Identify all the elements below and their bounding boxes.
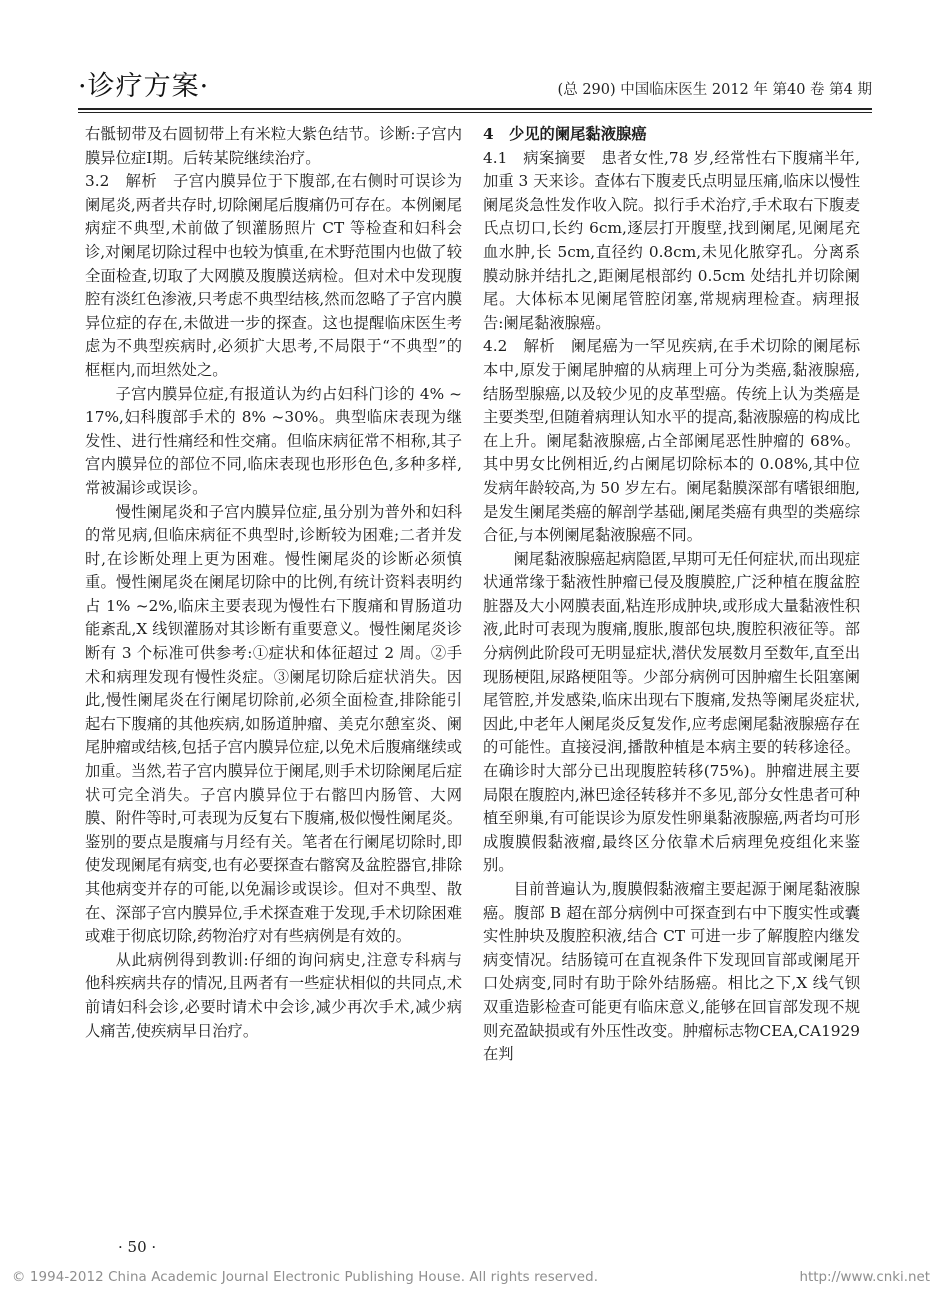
header-rule-thin <box>78 112 872 113</box>
body-paragraph: 目前普遍认为,腹膜假黏液瘤主要起源于阑尾黏液腺癌。腹部 B 超在部分病例中可探查到右中下腹实性或囊实性肿块及腹腔积液,结合 CT 可进一步了解腹腔内继发病变情况。结肠镜可在直视条件下发现回盲部或阑尾开口处病变,同时有助于除外结肠癌。相比之下,X 线气钡双重造影检查可能更有临床意义,能够在回盲部发现不规则充盈缺损或有外压性改变。肿瘤标志物CEA,CA1929 在判 <box>483 880 860 1064</box>
body-paragraph: 3.2 解析 子宫内膜异位于下腹部,在右侧时可误诊为阑尾炎,两者共存时,切除阑尾后腹痛仍可存在。本例阑尾病症不典型,术前做了钡灌肠照片 CT 等检查和妇科会诊,对阑尾切除过程中也较为慎重,在术野范围内也做了较全面检查,切取了大网膜及腹膜送病检。但对术中发现腹腔有淡红色渗液,只考虑不典型结核,然而忽略了子宫内膜异位症的存在,未做进一步的探查。这也提醒临床医生考虑为不典型疾病时,必须扩大思考,不局限于“不典型”的框框内,而坦然处之。 <box>85 172 462 379</box>
body-paragraph: 子宫内膜异位症,有报道认为约占妇科门诊的 4% ~17%,妇科腹部手术的 8% ~30%。典型临床表现为继发性、进行性痛经和性交痛。但临床病征常不相称,其子宫内膜异位的部位不同,临床表现也形形色色,多种多样,常被漏诊或误诊。 <box>85 384 462 497</box>
section-heading: 4 少见的阑尾黏液腺癌 <box>483 125 647 143</box>
body-paragraph: 阑尾黏液腺癌起病隐匿,早期可无任何症状,而出现症状通常缘于黏液性肿瘤已侵及腹膜腔,广泛种植在腹盆腔脏器及大小网膜表面,粘连形成肿块,或形成大量黏液性积液,此时可表现为腹痛,腹胀,腹部包块,腹腔积液征等。部分病例此阶段可无明显症状,潜伏发展数月至数年,直至出现肠梗阻,尿路梗阻等。少部分病例可因肿瘤生长阻塞阑尾管腔,并发感染,临床出现右下腹痛,发热等阑尾炎症状,因此,中老年人阑尾炎反复发作,应考虑阑尾黏液腺癌存在的可能性。直接浸润,播散种植是本病主要的转移途径。在确诊时大部分已出现腹腔转移(75%)。肿瘤进展主要局限在腹腔内,淋巴途径转移并不多见,部分女性患者可种植至卵巢,有可能误诊为原发性卵巢黏液腺癌,两者均可形成腹膜假黏液瘤,最终区分依靠术后病理免疫组化来鉴别。 <box>483 549 860 875</box>
running-header <box>78 58 872 112</box>
body-paragraph: 4.1 病案摘要 患者女性,78 岁,经常性右下腹痛半年,加重 3 天来诊。查体右下腹麦氏点明显压痛,临床以慢性阑尾炎急性发作收入院。拟行手术治疗,手术取右下腹麦氏点切口,长约 6cm,逐层打开腹壁,找到阑尾,见阑尾充血水肿,长 5cm,直径约 0.8cm,未见化脓穿孔。分离系膜动脉并结扎之,距阑尾根部约 0.5cm 处结扎并切除阑尾。大体标本见阑尾管腔闭塞,常规病理检查。病理报告:阑尾黏液腺癌。 <box>483 148 860 332</box>
section-title: ·诊疗方案· <box>78 71 210 102</box>
header-rule <box>78 108 872 110</box>
body-paragraph: 慢性阑尾炎和子宫内膜异位症,虽分别为普外和妇科的常见病,但临床病征不典型时,诊断较为困难;二者并发时,在诊断处理上更为困难。慢性阑尾炎的诊断必须慎重。慢性阑尾炎在阑尾切除中的比例,有统计资料表明约占 1% ~2%,临床主要表现为慢性右下腹痛和胃肠道功能紊乱,X 线钡灌肠对其诊断有重要意义。慢性阑尾炎诊断有 3 个标准可供参考:①症状和体征超过 2 周。②手术和病理发现有慢性炎症。③阑尾切除后症状消失。因此,慢性阑尾炎在行阑尾切除前,必须全面检查,排除能引起右下腹痛的其他疾病,如肠道肿瘤、美克尔憩室炎、阑尾肿瘤或结核,包括子宫内膜异位症,以免术后腹痛继续或加重。当然,若子宫内膜异位于阑尾,则手术切除阑尾后症状可完全消失。子宫内膜异位于右髂凹内肠管、大网膜、附件等时,可表现为反复右下腹痛,极似慢性阑尾炎。鉴别的要点是腹痛与月经有关。笔者在行阑尾切除时,即使发现阑尾有病变,也有必要探查右髂窝及盆腔器官,排除其他病变并存的可能,以免漏诊或误诊。但对不典型、散在、深部子宫内膜异位,手术探查难于发现,手术切除困难或难于彻底切除,药物治疗对有些病例是有效的。 <box>85 502 462 946</box>
copyright-notice: © 1994-2012 China Academic Journal Electronic Publishing House. All rights reserved. <box>12 1270 599 1285</box>
body-paragraph: 4.2 解析 阑尾癌为一罕见疾病,在手术切除的阑尾标本中,原发于阑尾肿瘤的从病理上可分为类癌,黏液腺癌,结肠型腺癌,以及较少见的皮革型癌。传统上认为类癌是主要类型,但随着病理认知水平的提高,黏液腺癌的构成比在上升。阑尾黏液腺癌,占全部阑尾恶性肿瘤的 68%。其中男女比例相近,约占阑尾切除标本的 0.08%,其中位发病年龄较高,为 50 岁左右。阑尾黏膜深部有嗜银细胞,是发生阑尾类癌的解剖学基础,阑尾类癌有典型的类癌综合征,与本例阑尾黏液腺癌不同。 <box>483 337 860 545</box>
body-paragraph: 右骶韧带及右圆韧带上有米粒大紫色结节。诊断:子宫内膜异位症Ⅰ期。后转某院继续治疗。 <box>85 125 462 167</box>
journal-issue-info: (总 290) 中国临床医生 2012 年 第40 卷 第4 期 <box>557 82 872 98</box>
left-column <box>85 123 462 1043</box>
body-paragraph: 从此病例得到教训:仔细的询问病史,注意专科病与他科疾病共存的情况,且两者有一些症状相似的共同点,术前请妇科会诊,必要时请术中会诊,减少再次手术,减少病人痛苦,使疾病早日治疗。 <box>85 950 462 1040</box>
publisher-url: http://www.cnki.net <box>799 1270 930 1285</box>
right-column <box>483 123 860 1067</box>
page-number: · 50 · <box>118 1238 157 1256</box>
